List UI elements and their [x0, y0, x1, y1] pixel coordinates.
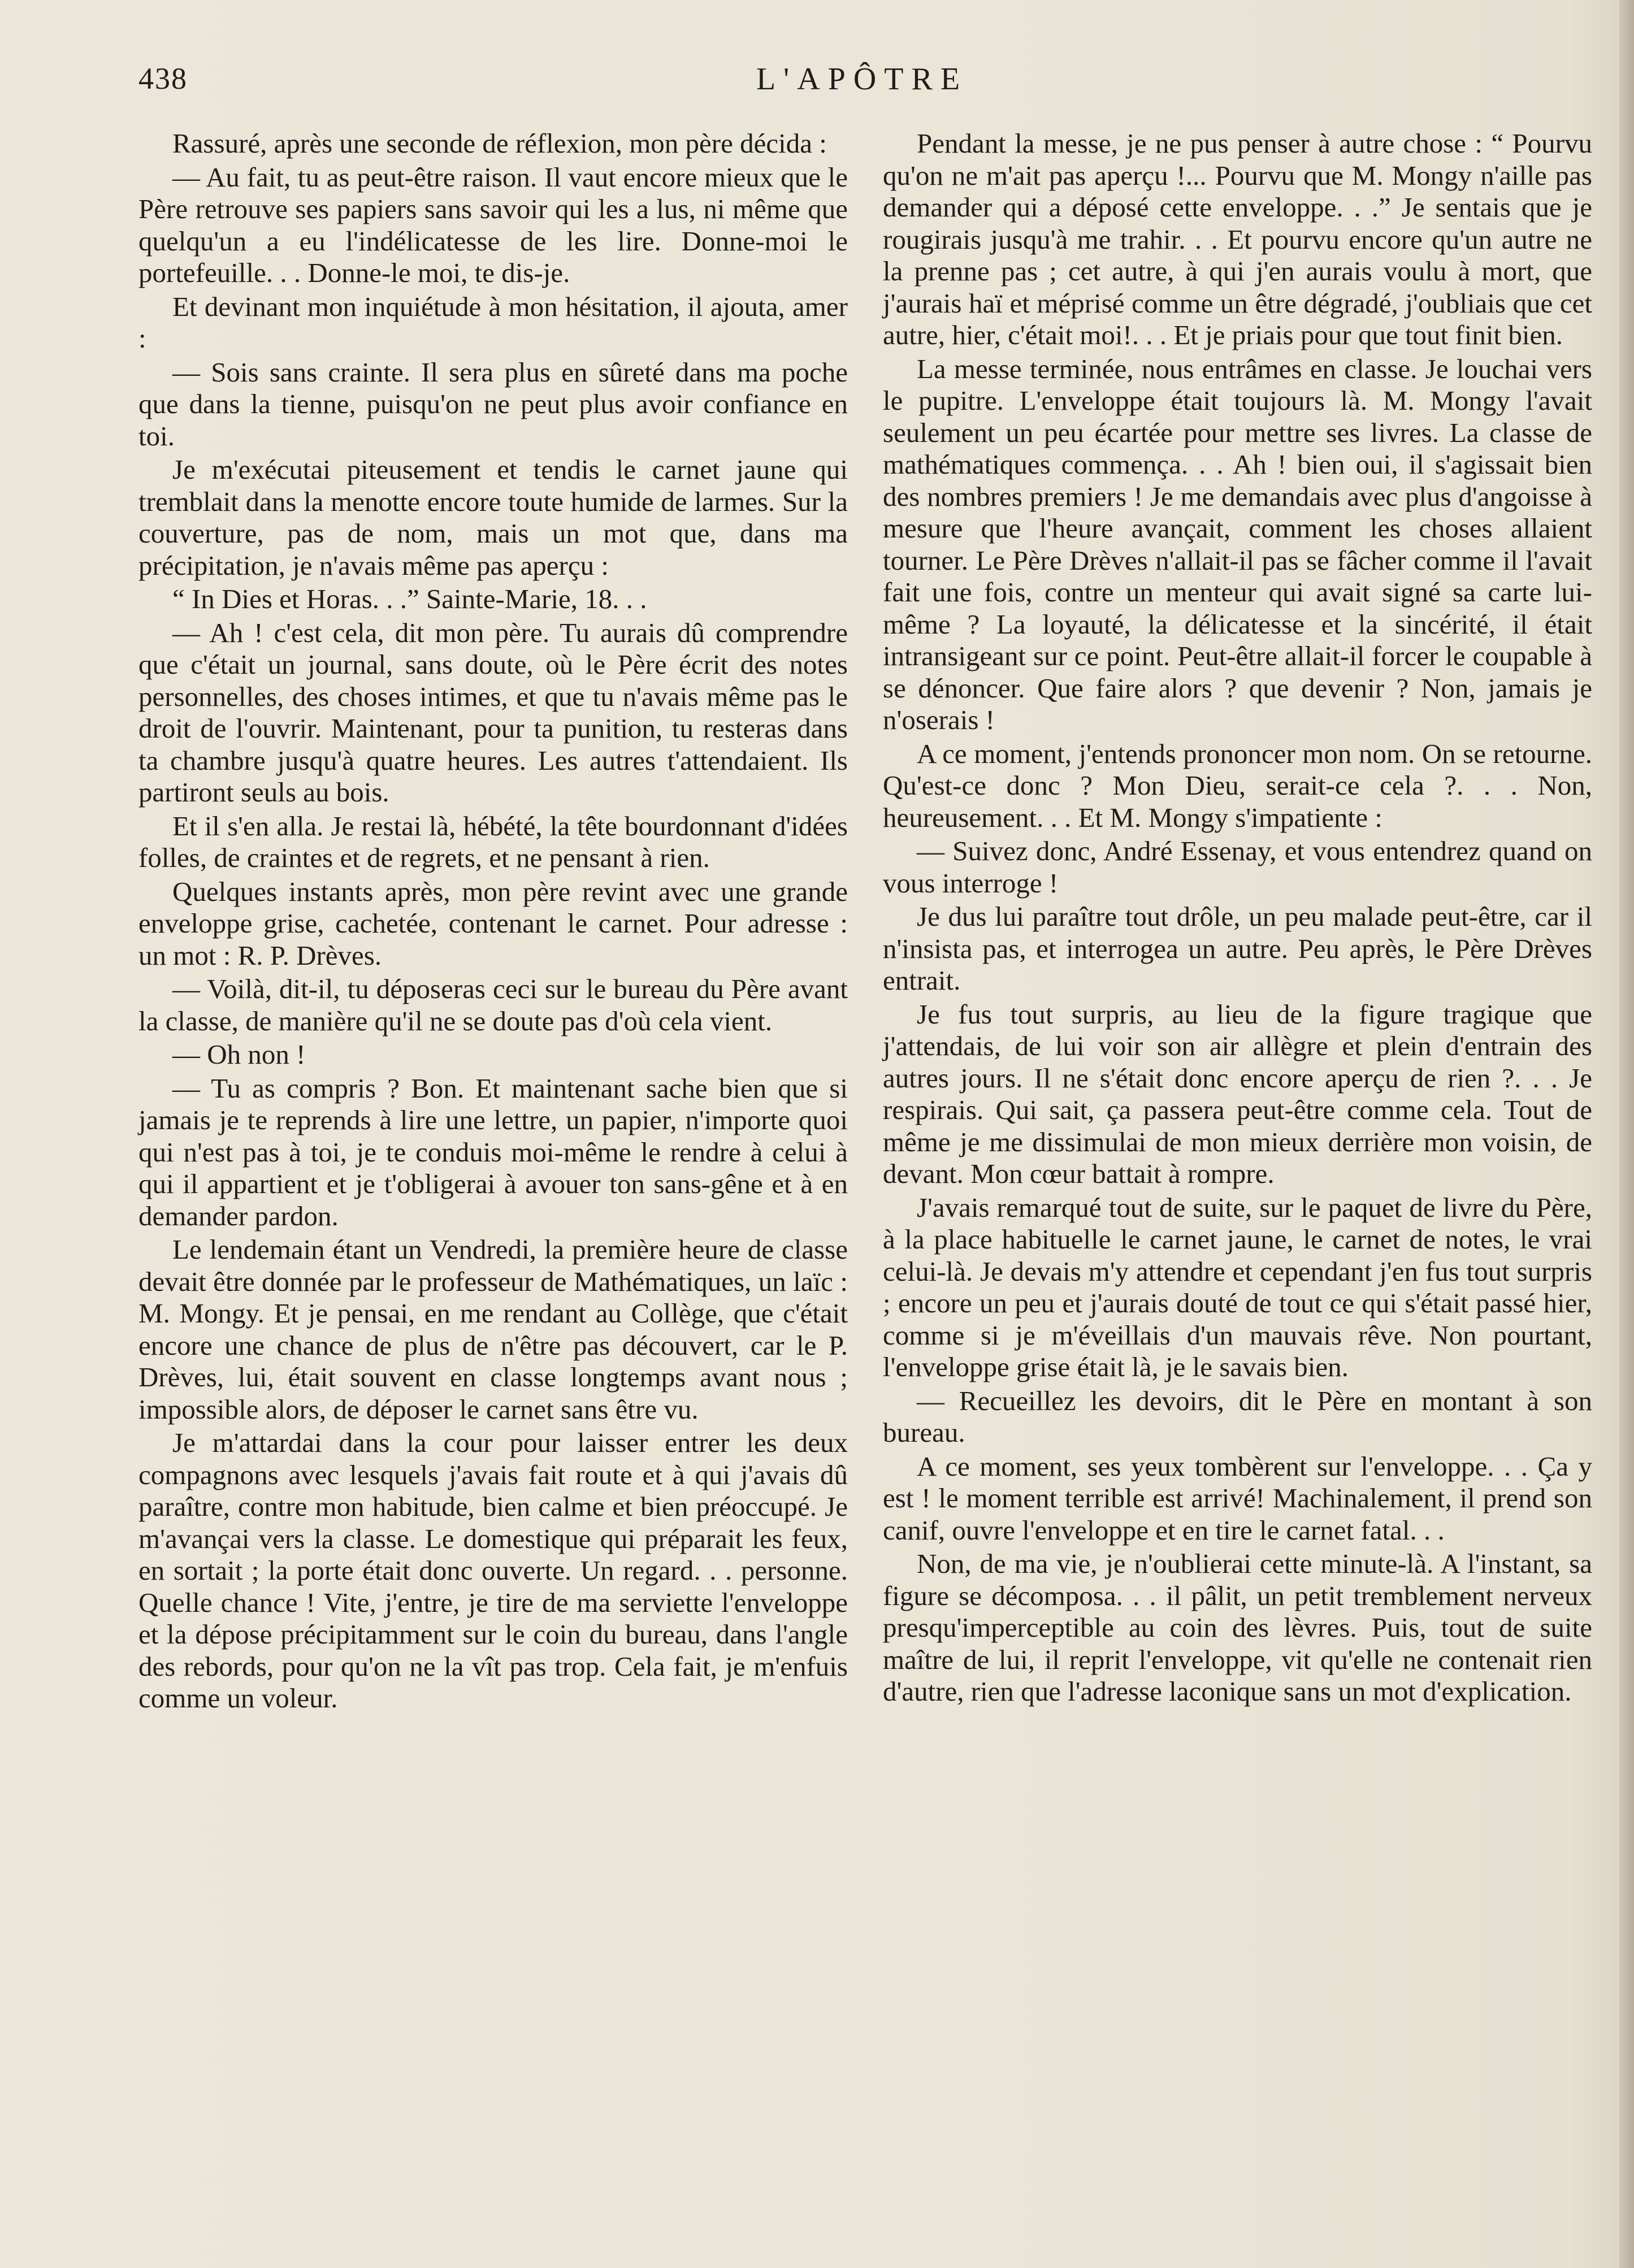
paragraph: — Recueillez les devoirs, dit le Père en montant à son bureau. — [883, 1385, 1592, 1448]
paragraph: “ In Dies et Horas. . .” Sainte-Marie, 18. . . — [172, 583, 647, 614]
paragraph: Je dus lui paraître tout drôle, un peu malade peut-être, car il n'insista pas, et interrogea un autre. Peu après, le Père Drèves entrait. — [883, 901, 1592, 996]
paragraph: Rassuré, après une seconde de réflexion, mon père décida : — [172, 128, 827, 159]
paragraph: Je m'exécutai piteusement et tendis le carnet jaune qui tremblait dans la menotte encore toute humide de larmes. Sur la couverture, pas de nom, mais un mot que, dans ma précipitation, je n'avais même pas aperçu : — [138, 454, 848, 581]
paragraph: A ce moment, j'entends prononcer mon nom. On se retourne. Qu'est-ce donc ? Mon Dieu, serait-ce cela ?. . . Non, heureusement. . . Et M. Mongy s'impatiente : — [883, 738, 1592, 833]
paragraph: Le lendemain étant un Vendredi, la première heure de classe devait être donnée par le professeur de Mathématiques, un laïc : M. Mongy. Et je pensai, en me rendant au Collège, que c'était encore une chance de plus de n'être pas découvert, car le P. Drèves, lui, était souvent en classe longtemps avant nous ; impossible alors, de déposer le carnet sans être vu. — [138, 1234, 848, 1425]
paragraph: Et devinant mon inquiétude à mon hésitation, il ajouta, amer : — [138, 290, 848, 354]
paragraph: Et il s'en alla. Je restai là, hébété, la tête bourdonnant d'idées folles, de craintes et de regrets, et ne pensant à rien. — [138, 810, 848, 873]
left-column — [138, 128, 848, 1716]
page-header — [138, 61, 1585, 101]
paragraph: — Tu as compris ? Bon. Et maintenant sache bien que si jamais je te reprends à lire une lettre, un papier, n'importe quoi qui n'est pas à toi, je te conduis moi-même le rendre à celui à qui il appartient et je t'obligerai à avouer ton sans-gêne et à en demander pardon. — [138, 1072, 848, 1231]
paragraph: — Au fait, tu as peut-être raison. Il vaut encore mieux que le Père retrouve ses papiers sans savoir qui les a lus, ni même que quelqu'un a eu l'indélicatesse de les lire. Donne-moi le portefeuille. . . Donne-le moi, te dis-je. — [138, 161, 848, 288]
paragraph: Je fus tout surpris, au lieu de la figure tragique que j'attendais, de lui voir son air allègre et plein d'entrain des autres jours. Il ne s'était donc encore aperçu de rien ?. . . Je respirais. Qui sait, ça passera peut-être comme cela. Tout de même je me dissimulai de mon mieux derrière mon voisin, de devant. Mon cœur battait à rompre. — [883, 998, 1592, 1189]
paragraph: Je m'attardai dans la cour pour laisser entrer les deux compagnons avec lesquels j'avais fait route et à qui j'avais dû paraître, contre mon habitude, bien calme et bien préoccupé. Je m'avançai vers la classe. Le domestique qui préparait les feux, en sortait ; la porte était donc ouverte. Un regard. . . personne. Quelle chance ! Vite, j'entre, je tire de ma serviette l'enveloppe et la dépose précipitamment sur le coin du bureau, dans l'angle des rebords, pour qu'on ne la vît pas trop. Cela fait, je m'enfuis comme un voleur. — [138, 1427, 848, 1714]
paragraph: J'avais remarqué tout de suite, sur le paquet de livre du Père, à la place habituelle le carnet jaune, le carnet de notes, le vrai celui-là. Je devais m'y attendre et cependant j'en fus tout surpris ; encore un peu et j'aurais douté de tout ce qui s'était passé hier, comme si je m'éveillais d'un mauvais rêve. Non pourtant, l'enveloppe grise était là, je le savais bien. — [883, 1191, 1592, 1382]
running-title: L'APÔTRE — [756, 62, 968, 97]
paragraph: A ce moment, ses yeux tombèrent sur l'enveloppe. . . Ça y est ! le moment terrible est arrivé! Machinalement, il prend son canif, ouvre l'enveloppe et en tire le carnet fatal. . . — [883, 1450, 1592, 1546]
right-column — [883, 128, 1592, 1710]
paragraph: — Oh non ! — [172, 1039, 306, 1070]
paragraph: — Sois sans crainte. Il sera plus en sûreté dans ma poche que dans la tienne, puisqu'on ne peut plus avoir confiance en toi. — [138, 356, 848, 452]
paragraph: Non, de ma vie, je n'oublierai cette minute-là. A l'instant, sa figure se décomposa. . . il pâlit, un petit tremblement nerveux presqu'imperceptible au coin des lèvres. Puis, tout de suite maître de lui, il reprit l'enveloppe, vit qu'elle ne contenait rien d'autre, rien que l'adresse laconique sans un mot d'explication. — [883, 1548, 1592, 1707]
paragraph: Pendant la messe, je ne pus penser à autre chose : “ Pourvu qu'on ne m'ait pas aperçu !... Pourvu que M. Mongy n'aille pas demander qui a déposé cette enveloppe. . .” Je sentais que je rougirais jusqu'à me trahir. . . Et pourvu encore qu'un autre ne la prenne pas ; cet autre, à qui j'en aurais voulu à mort, que j'aurais haï et méprisé comme un être dégradé, j'oubliais que cet autre, hier, c'était moi!. . . Et je priais pour que tout finit bien. — [883, 128, 1592, 350]
paragraph: — Voilà, dit-il, tu déposeras ceci sur le bureau du Père avant la classe, de manière qu'il ne se doute pas d'où cela vient. — [138, 973, 848, 1037]
paragraph: La messe terminée, nous entrâmes en classe. Je louchai vers le pupitre. L'enveloppe était toujours là. M. Mongy l'avait seulement un peu écartée pour mettre ses livres. La classe de mathématiques commença. . . Ah ! bien oui, il s'agissait bien des nombres premiers ! Je me demandais avec plus d'angoisse à mesure que l'heure avançait, comment les choses allaient tourner. Le Père Drèves n'allait-il pas se fâcher comme il l'avait fait une fois, contre un menteur qui avait signé sa carte lui-même ? La loyauté, la délicatesse et la sincérité, il était intransigeant sur ce point. Peut-être allait-il forcer le coupable à se dénoncer. Que faire alors ? que devenir ? Non, jamais je n'oserais ! — [883, 353, 1592, 735]
paragraph: Quelques instants après, mon père revint avec une grande enveloppe grise, cachetée, contenant le carnet. Pour adresse : un mot : R. P. Drèves. — [138, 875, 848, 971]
paragraph: — Ah ! c'est cela, dit mon père. Tu aurais dû comprendre que c'était un journal, sans doute, où le Père écrit des notes personnelles, des choses intimes, et que tu n'avais même pas le droit de l'ouvrir. Maintenant, pour ta punition, tu resteras dans ta chambre jusqu'à quatre heures. Les autres t'attendaient. Ils partiront seuls au bois. — [138, 617, 848, 808]
page-edge-shadow — [1619, 0, 1634, 2268]
paragraph: — Suivez donc, André Essenay, et vous entendrez quand on vous interroge ! — [883, 835, 1592, 899]
page-number: 438 — [138, 62, 188, 96]
